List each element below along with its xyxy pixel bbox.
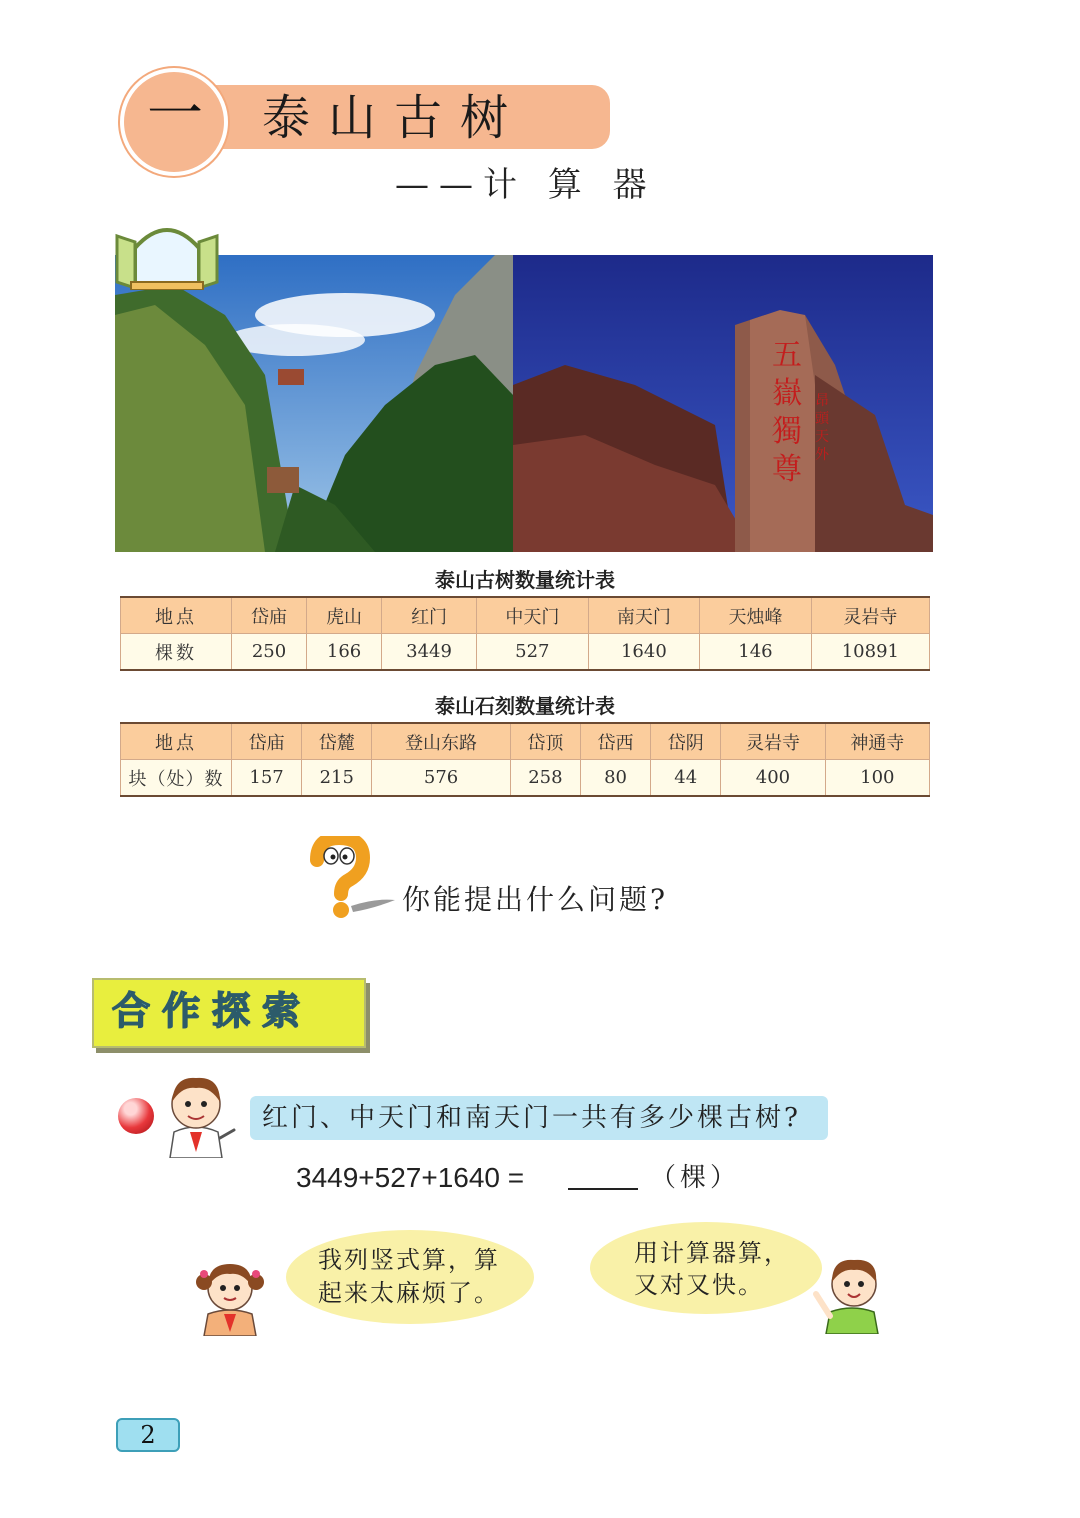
table-header-cell: 地点 (121, 597, 232, 634)
table-header-cell: 南天门 (588, 597, 700, 634)
boy-speech-line1: 用计算器算， (634, 1239, 790, 1267)
table-header-cell: 岱庙 (232, 597, 307, 634)
table-cell: 166 (307, 634, 382, 671)
table-cell: 258 (510, 760, 580, 797)
chapter-subtitle: ——计 算 器 (395, 165, 657, 205)
inscription-char: 五 (772, 338, 802, 373)
question-prompt: 你能提出什么问题? (402, 883, 669, 916)
question-mark-icon (305, 836, 397, 920)
side-inscription: 天 (815, 429, 829, 445)
girl-speech-line1: 我列竖式算，算 (318, 1246, 500, 1274)
page-number: 2 (116, 1418, 180, 1452)
table-cell: 250 (232, 634, 307, 671)
table-header-cell: 岱顶 (510, 723, 580, 760)
table-header-cell: 天烛峰 (700, 597, 812, 634)
right-photo (513, 255, 933, 552)
girl-character-icon (192, 1252, 272, 1336)
inscription-char: 尊 (772, 452, 802, 487)
equation-unit: （棵） (650, 1163, 741, 1193)
table-cell: 400 (721, 760, 825, 797)
window-frame-icon (113, 218, 221, 290)
table-header-cell: 虎山 (307, 597, 382, 634)
inscription-char: 獨 (772, 414, 802, 449)
table-header-cell: 灵岩寺 (721, 723, 825, 760)
answer-blank[interactable] (568, 1188, 638, 1190)
side-inscription: 頭 (815, 411, 829, 427)
table-cell: 146 (700, 634, 812, 671)
table-cell: 3449 (382, 634, 477, 671)
side-inscription: 昂 (815, 393, 829, 409)
table-header-cell: 岱阴 (651, 723, 721, 760)
table-cell: 576 (372, 760, 510, 797)
table-row-label: 棵数 (121, 634, 232, 671)
red-bullet-icon (118, 1098, 154, 1134)
inscription-char: 嶽 (772, 376, 802, 411)
tai-shan-photos (115, 255, 933, 552)
table-header-cell: 红门 (382, 597, 477, 634)
equation: 3449+527+1640 = (296, 1162, 525, 1193)
table-cell: 215 (302, 760, 372, 797)
table-header-cell: 登山东路 (372, 723, 510, 760)
girl-speech-line2: 起来太麻烦了。 (318, 1279, 500, 1307)
photo-illustration (115, 255, 933, 552)
section-title: 合作探索 (112, 989, 313, 1033)
table-header-cell: 灵岩寺 (811, 597, 929, 634)
table2-stone-carvings (120, 722, 930, 797)
left-photo (115, 255, 513, 552)
problem-text: 红门、中天门和南天门一共有多少棵古树? (262, 1103, 801, 1133)
chapter-number: 一 (147, 82, 203, 147)
table-row-label: 块（处）数 (121, 760, 232, 797)
table2-title: 泰山石刻数量统计表 (435, 694, 615, 718)
table-header-cell: 地点 (121, 723, 232, 760)
table-cell: 100 (825, 760, 929, 797)
table-cell: 44 (651, 760, 721, 797)
table-header-cell: 岱麓 (302, 723, 372, 760)
table-header-cell: 神通寺 (825, 723, 929, 760)
side-inscription: 外 (815, 447, 829, 463)
table1-ancient-trees (120, 596, 930, 671)
chapter-title: 泰山古树 (262, 90, 527, 146)
table-cell: 80 (580, 760, 650, 797)
table-cell: 10891 (811, 634, 929, 671)
table-header-cell: 中天门 (477, 597, 589, 634)
table-cell: 157 (232, 760, 302, 797)
table-cell: 527 (477, 634, 589, 671)
table-header-cell: 岱庙 (232, 723, 302, 760)
boy-speech-line2: 又对又快。 (634, 1271, 764, 1299)
boy-character-icon (160, 1072, 240, 1158)
boy-pointing-character-icon (812, 1250, 888, 1334)
table-header-cell: 岱西 (580, 723, 650, 760)
table-cell: 1640 (588, 634, 700, 671)
table1-title: 泰山古树数量统计表 (435, 568, 615, 592)
